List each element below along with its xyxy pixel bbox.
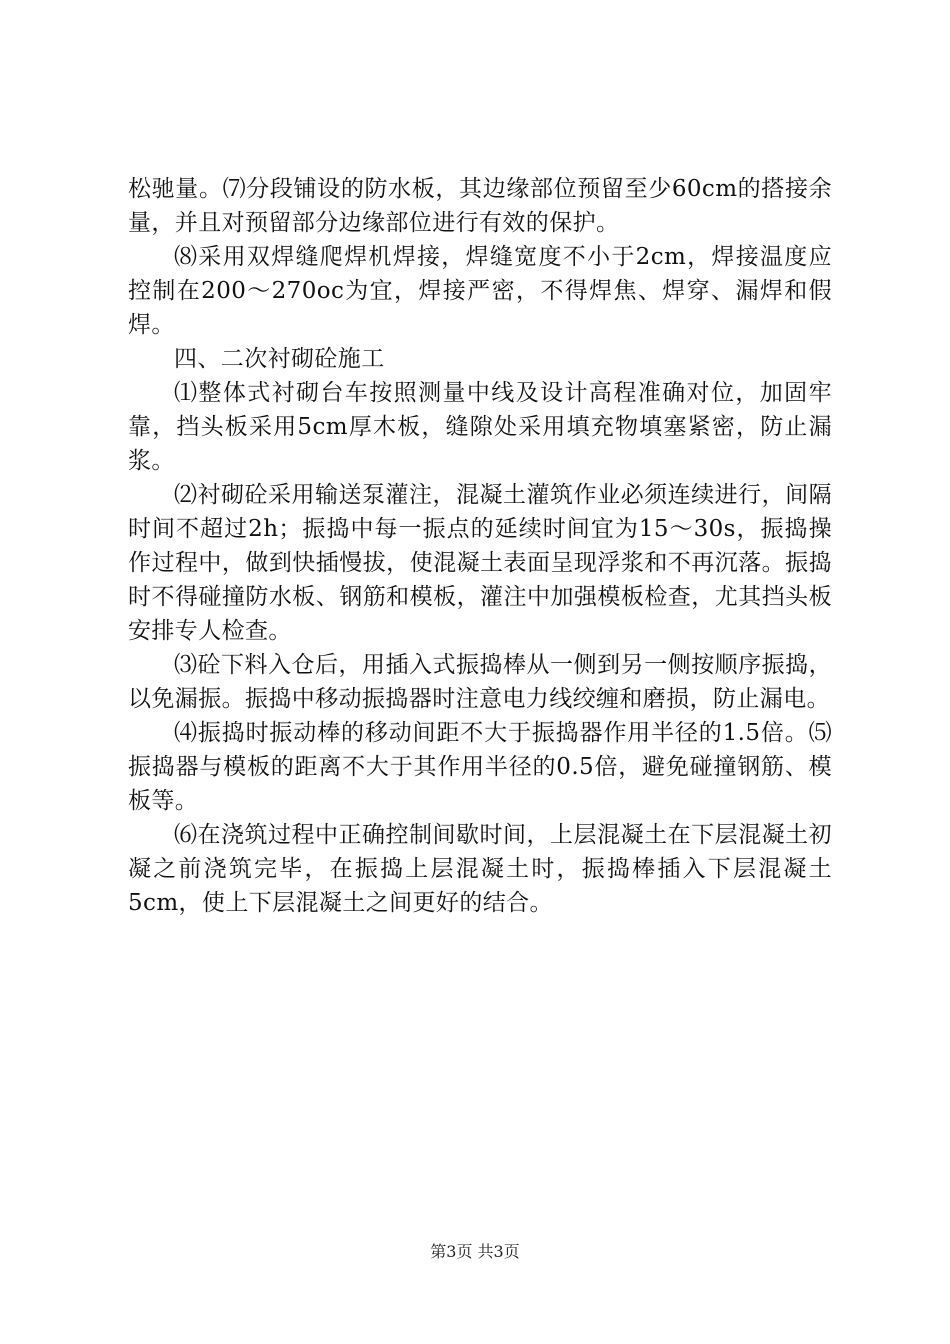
paragraph-item-4-5: ⑷振捣时振动棒的移动间距不大于振捣器作用半径的1.5倍。⑸振捣器与模板的距离不大于其作用半径的0.5倍，避免碰撞钢筋、模板等。 [128, 720, 832, 814]
section-heading: 四、二次衬砌砼施工 [174, 346, 385, 372]
paragraph-item-8: ⑻采用双焊缝爬焊机焊接，焊缝宽度不小于2cm，焊接温度应控制在200～270oc为宜，焊接严密，不得焊焦、焊穿、漏焊和假焊。 [128, 244, 832, 338]
document-body [128, 172, 832, 920]
paragraph-continuation: 松驰量。⑺分段铺设的防水板，其边缘部位预留至少60cm的搭接余量，并且对预留部分边缘部位进行有效的保护。 [128, 176, 832, 236]
paragraph-item-2: ⑵衬砌砼采用输送泵灌注，混凝土灌筑作业必须连续进行，间隔时间不超过2h；振捣中每一振点的延续时间宜为15～30s，振捣操作过程中，做到快插慢拔，使混凝土表面呈现浮浆和不再沉落。振捣时不得碰撞防水板、钢筋和模板，灌注中加强模板检查，尤其挡头板安排专人检查。 [128, 482, 832, 644]
paragraph-item-6: ⑹在浇筑过程中正确控制间歇时间，上层混凝土在下层混凝土初凝之前浇筑完毕，在振捣上层混凝土时，振捣棒插入下层混凝土5cm，使上下层混凝土之间更好的结合。 [128, 822, 832, 916]
page-footer: 第3页 共3页 [430, 1242, 520, 1261]
paragraph-item-3: ⑶砼下料入仓后，用插入式振捣棒从一侧到另一侧按顺序振捣，以免漏振。振捣中移动振捣器时注意电力线绞缠和磨损，防止漏电。 [128, 652, 832, 712]
paragraph-item-1: ⑴整体式衬砌台车按照测量中线及设计高程准确对位，加固牢靠，挡头板采用5cm厚木板，缝隙处采用填充物填塞紧密，防止漏浆。 [128, 380, 832, 474]
